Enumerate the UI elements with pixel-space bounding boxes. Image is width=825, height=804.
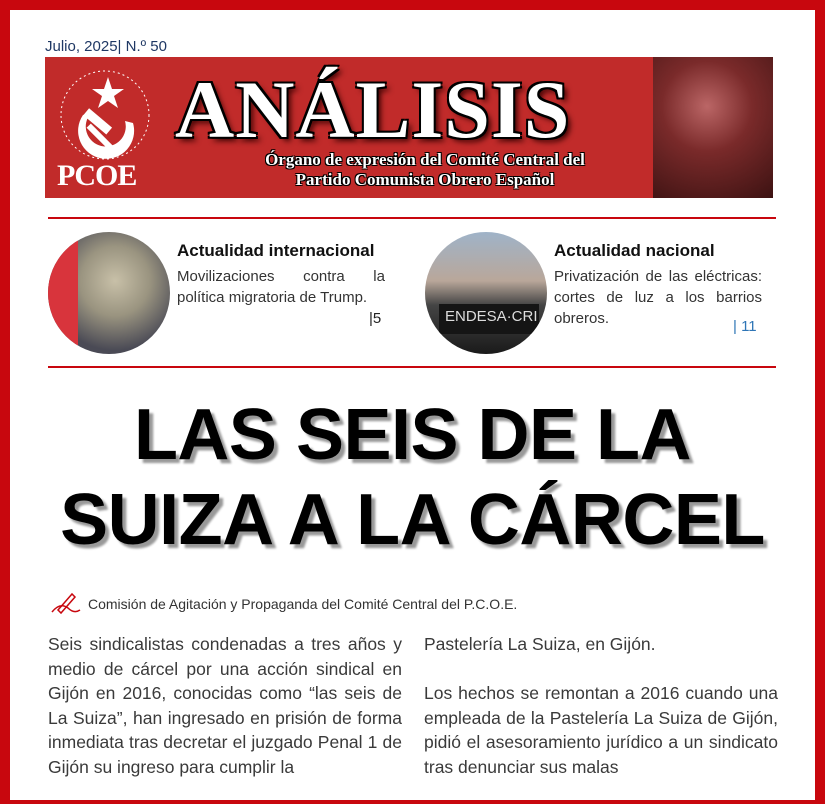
masthead-subtitle: Partido Comunista Obrero Español [295,170,555,189]
divider [48,366,776,368]
teaser-text: Movilizaciones contra la política migratoria de Trump. [177,268,385,306]
paragraph: Seis sindicalistas condenadas a tres años y medio de cárcel por una acción sindical en Gijón en 2016, conocidas como “las seis de La Suiza”, han ingresado en prisión de forma inmediata tras decretar el juzgado Penal 1 de Gijón su ingreso para cumplir la [48,634,402,777]
teaser-heading[interactable]: Actualidad nacional [554,241,715,260]
article-title: LAS SEIS DE LA [133,395,692,475]
pen-writing-icon [50,592,82,616]
teaser-heading[interactable]: Actualidad internacional [177,241,375,260]
issue-date: Julio, 2025| N.º 50 [45,38,167,55]
masthead-subtitle: Órgano de expresión del Comité Central del [265,150,585,169]
hammer-sickle-icon [53,65,165,165]
article-title: SUIZA A LA CÁRCEL [60,480,765,560]
masthead-title: ANÁLISIS [175,64,571,155]
article-column-left [48,632,402,804]
byline-text: Comisión de Agitación y Propaganda del Comité Central del P.C.O.E. [88,596,518,612]
paragraph: Los hechos se remontan a 2016 cuando una empleada de la Pastelería La Suiza de Gijón, pidió el asesoramiento jurídico a un sindicato tras denunciar sus malas [424,683,778,777]
teaser-page-number: |5 [369,310,382,327]
teaser-text: Privatización de las eléctricas: cortes de luz a los barrios obreros. [554,268,762,327]
teaser-page-number: | 11 [733,318,757,335]
teaser-image-international[interactable] [48,232,170,354]
masthead-banner [45,57,773,198]
divider [48,217,776,219]
teaser-image-national[interactable]: ENDESA·CRI [425,232,547,354]
logo-text: PCOE [57,159,137,192]
pcoe-logo [53,65,165,193]
byline [50,592,517,616]
portrait-image [653,57,773,198]
paragraph: Pastelería La Suiza, en Gijón. [424,634,656,654]
article-column-right [424,632,778,804]
